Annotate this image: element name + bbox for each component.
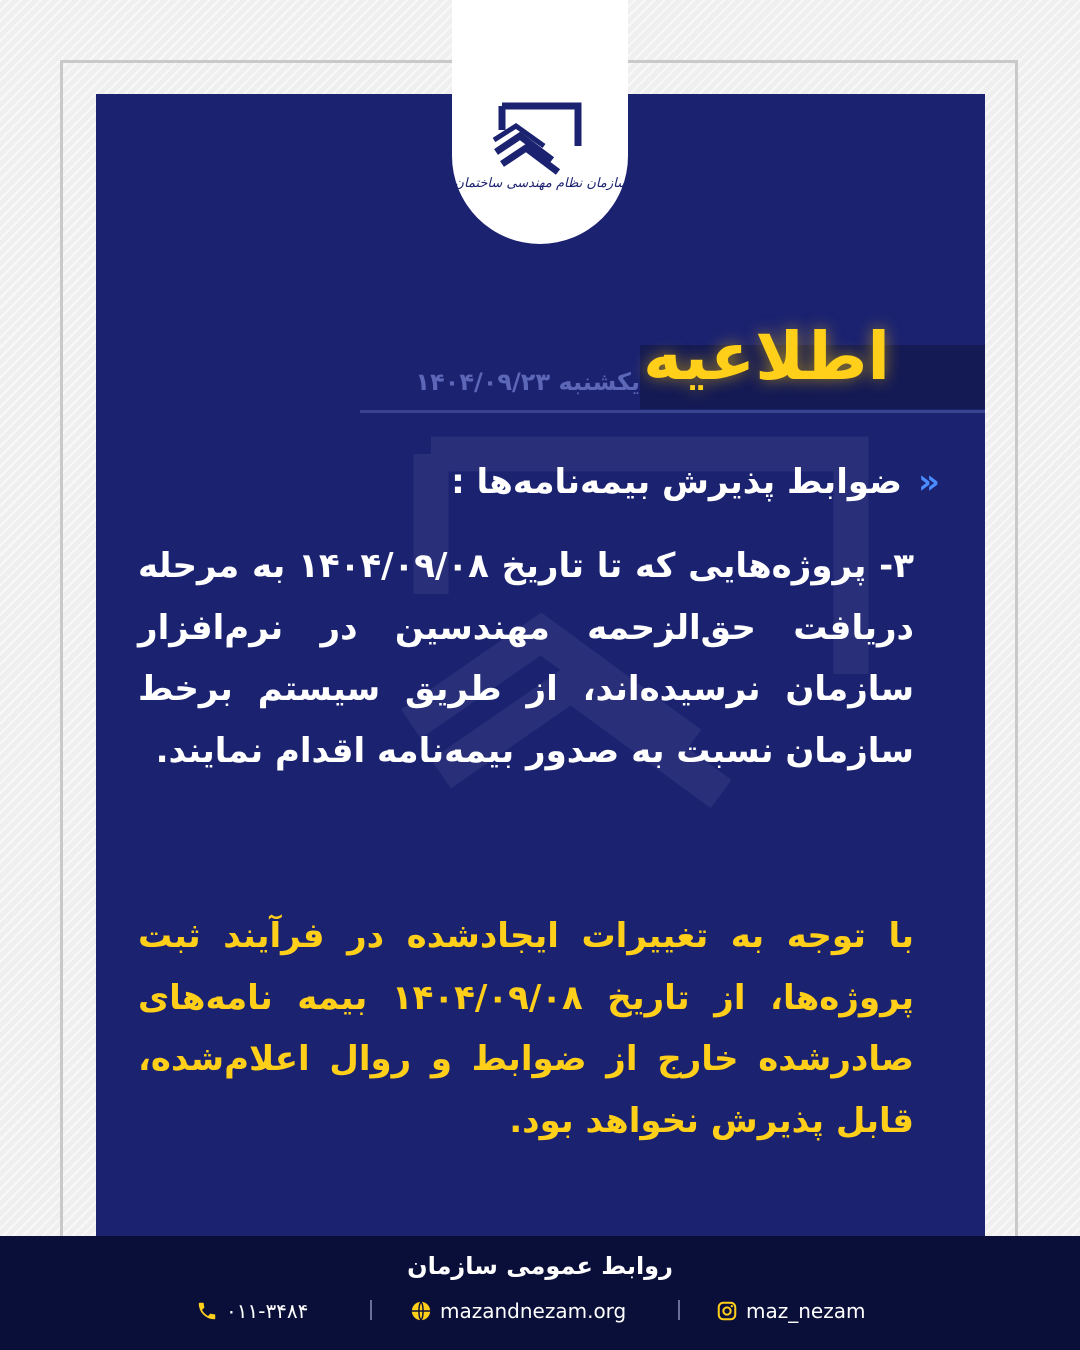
instagram-handle: maz_nezam <box>746 1299 866 1323</box>
instagram-icon <box>716 1300 738 1322</box>
logo-card <box>403 0 628 244</box>
paragraph-main: ۳- پروژه‌هایی که تا تاریخ ۱۴۰۴/۰۹/۰۸ به مرحله دریافت حق‌الزحمه مهندسین در نرم‌افزار سازمان نرسیده‌اند، از طریق سیستم برخط سازمان نسبت به صدور بیمه‌نامه اقدام نمایند. <box>138 546 914 771</box>
section-heading-text: ضوابط پذیرش بیمه‌نامه‌ها : <box>451 462 903 502</box>
phone-contact[interactable] <box>196 1296 308 1326</box>
phone-icon <box>196 1300 218 1322</box>
footer-divider <box>678 1300 680 1320</box>
website-contact[interactable] <box>410 1296 626 1326</box>
page-title: اطلاعیه <box>643 318 890 395</box>
paragraph-note: با توجه به تغییرات ایجادشده در فرآیند ثبت پروژه‌ها، از تاریخ ۱۴۰۴/۰۹/۰۸ بیمه نامه‌های صادرشده خارج از ضوابط و روال اعلام‌شده، قابل پذیرش نخواهد بود. <box>138 916 914 1141</box>
organization-caption: سازمان نظام مهندسی ساختمان مازندران <box>403 176 628 191</box>
website-url: mazandnezam.org <box>440 1299 627 1323</box>
section-heading <box>451 462 940 502</box>
footer-divider <box>370 1300 372 1320</box>
footer-title: روابط عمومی سازمان <box>407 1252 673 1280</box>
double-chevron-left-icon: « <box>918 462 940 502</box>
phone-number: ۰۱۱-۳۴۸۴ <box>226 1299 309 1323</box>
announcement-date: یکشنبه ۱۴۰۴/۰۹/۲۳ <box>415 368 640 396</box>
instagram-contact[interactable] <box>716 1296 865 1326</box>
date-underline <box>360 410 985 413</box>
building-roof-logo <box>490 96 590 176</box>
globe-icon <box>410 1300 432 1322</box>
